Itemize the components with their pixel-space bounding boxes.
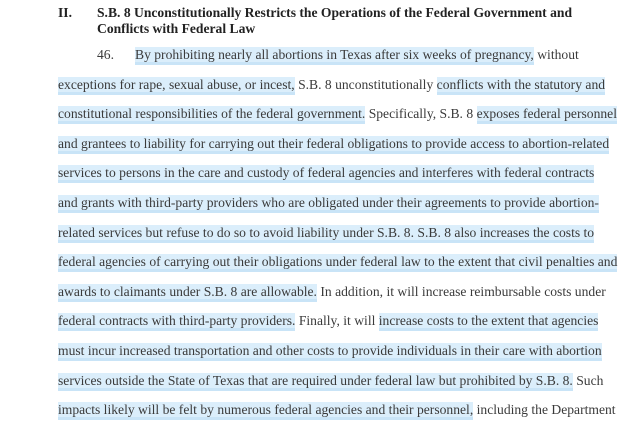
paragraph-line [58, 75, 606, 95]
highlighted-text: and grants with third-party providers who are obligated under their agreements to provide abortion- [58, 195, 599, 210]
highlighted-text: federal contracts with third-party providers. [58, 313, 296, 328]
highlighted-text: exposes federal personnel [476, 106, 617, 121]
paragraph-line [58, 134, 610, 154]
text-span: without [533, 47, 579, 62]
highlighted-text: services to persons in the care and custody of federal agencies and interferes with federal contracts [58, 165, 595, 180]
text-span: Finally, it will [295, 313, 379, 328]
paragraph-line [58, 341, 602, 361]
paragraph-line [97, 45, 579, 65]
paragraph-line [58, 400, 616, 420]
paragraph-line [58, 193, 599, 213]
highlighted-text: services outside the State of Texas that are required under federal law but prohibited by S.B. 8. [58, 373, 573, 388]
highlighted-text: impacts likely will be felt by numerous federal agencies and their personnel, [58, 402, 474, 417]
paragraph-line [58, 223, 595, 243]
highlighted-text: federal agencies of carrying out their obligations under federal law to the extent that civil penalties and [58, 254, 618, 269]
text-span: In addition, it will increase reimbursable costs under [316, 284, 606, 299]
paragraph-line [58, 104, 617, 124]
text-span: S.B. 8 unconstitutionally [294, 77, 437, 92]
highlighted-text: conflicts with the statutory and [436, 77, 606, 92]
paragraph-line [58, 163, 595, 183]
highlighted-text: constitutional responsibilities of the federal government. [58, 106, 366, 121]
highlighted-text: By prohibiting nearly all abortions in Texas after six weeks of pregnancy, [135, 47, 534, 62]
paragraph-line [58, 252, 618, 272]
highlighted-text: and grantees to liability for carrying out their federal obligations to provide access to abortion-related [58, 136, 610, 151]
paragraph-line [58, 311, 599, 331]
text-span: Such [572, 373, 604, 388]
paragraph-number: 46. [97, 47, 114, 62]
paragraph-line [58, 371, 604, 391]
text-span: Specifically, S.B. 8 [365, 106, 477, 121]
highlighted-text: awards to claimants under S.B. 8 are allowable. [58, 284, 317, 299]
highlighted-text: related services but refuse to do so to avoid liability under S.B. 8. [58, 225, 415, 240]
highlighted-text: S.B. 8 also increases the costs to [414, 225, 595, 240]
paragraph-line [58, 282, 606, 302]
highlighted-text: exceptions for rape, sexual abuse, or incest, [58, 77, 295, 92]
text-span: including the Department [473, 402, 616, 417]
section-title: S.B. 8 Unconstitutionally Restricts the Operations of the Federal Government and Conflicts with Federal Law [97, 5, 572, 36]
highlighted-text: must incur increased transportation and other costs to provide individuals in their care with abortion [58, 343, 602, 358]
highlighted-text: increase costs to the extent that agencies [378, 313, 599, 328]
section-number: II. [58, 5, 72, 20]
